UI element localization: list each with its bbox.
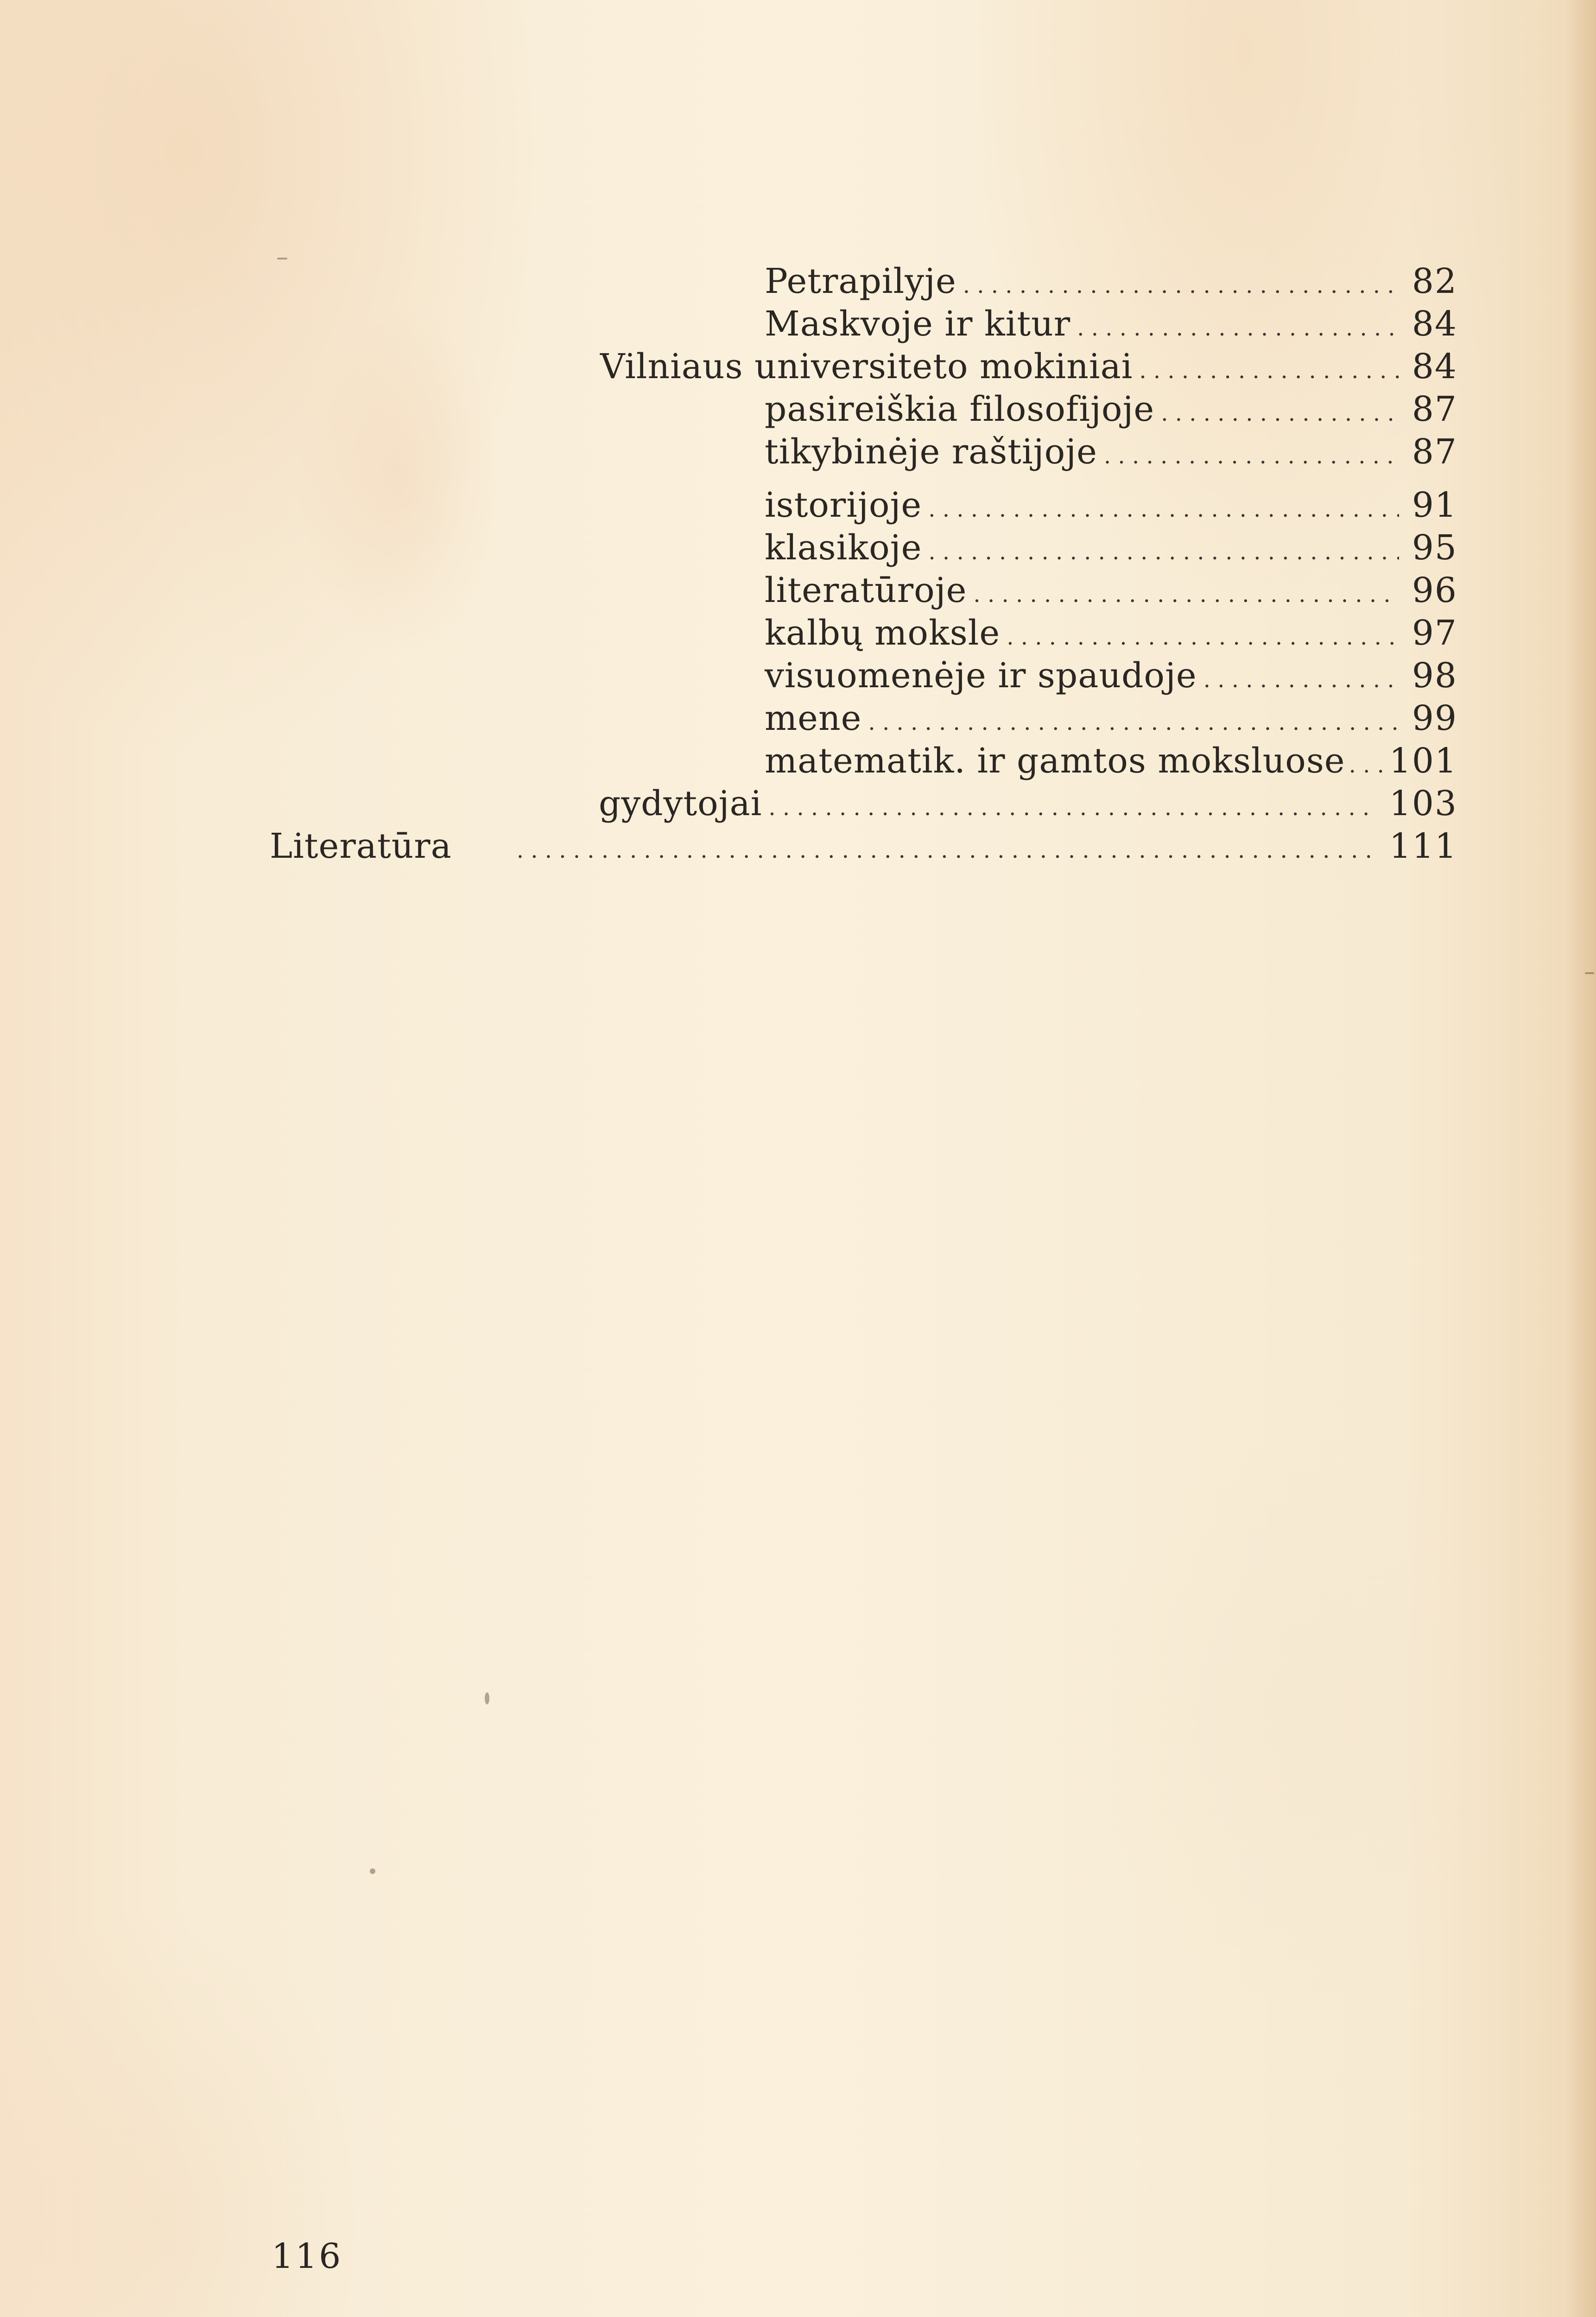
toc-entry-label: literatūroje [765,570,967,610]
toc-entry [765,696,1457,740]
toc-entry-label: gydytojai [599,784,762,823]
toc-entry-page: 84 [1412,347,1457,386]
toc-entry-page: 98 [1412,656,1457,696]
dot-leader [1161,392,1399,435]
toc-entry-label: klasikoje [765,528,922,568]
dot-leader [1349,743,1386,787]
paper-speck [1585,972,1594,974]
toc-entry-page: 96 [1412,570,1457,610]
dot-leader [868,701,1399,744]
toc-entry [765,430,1457,474]
toc-entry-label: tikybinėje raštijoje [765,432,1097,472]
dot-leader [963,264,1399,307]
toc-entry-label: Petrapilyje [765,261,956,301]
toc-entry [765,654,1457,697]
toc-entry-label: Vilniaus universiteto mokiniai [600,347,1133,386]
dot-leader [517,829,1376,872]
toc-entry [765,739,1457,783]
toc-entry-page: 91 [1412,485,1457,525]
toc-entry [270,824,1457,868]
toc-entry [600,345,1457,388]
dot-leader [973,573,1399,616]
dot-leader [1203,658,1399,702]
paper-speck [485,1692,489,1704]
toc-entry-page: 87 [1412,389,1457,429]
toc-entry [765,611,1457,655]
toc-entry-label: visuomenėje ir spaudoje [765,656,1197,696]
toc-entry [765,260,1457,303]
toc-entry-page: 101 [1389,741,1457,781]
dot-leader [1104,434,1399,478]
toc-entry-label: mene [765,698,862,738]
dot-leader [928,530,1399,574]
dot-leader [928,487,1399,531]
toc-entry-page: 103 [1389,784,1457,823]
toc-entry-page: 82 [1412,261,1457,301]
toc-entry [765,387,1457,431]
toc-entry-label: istorijoje [765,485,922,525]
toc-entry [765,483,1457,527]
toc-entry-page: 97 [1412,613,1457,653]
dot-leader [1007,615,1399,659]
paper-speck [277,258,287,260]
toc-entry [765,302,1457,346]
toc-entry-page: 99 [1412,698,1457,738]
toc-entry-label: matematik. ir gamtos moksluose [765,741,1345,781]
toc-entry [765,569,1457,612]
toc-entry-page: 111 [1389,826,1457,866]
table-of-contents [0,0,1596,927]
paper-speck [370,1868,375,1874]
dot-leader [1139,349,1399,392]
toc-entry-page: 95 [1412,528,1457,568]
toc-entry-label: Maskvoje ir kitur [765,304,1071,344]
dot-leader [768,786,1376,829]
toc-entry-page: 87 [1412,432,1457,472]
dot-leader [1077,306,1399,350]
toc-entry-label: Literatūra [270,826,452,866]
toc-entry-label: pasireiškia filosofijoje [765,389,1155,429]
toc-entry-page: 84 [1412,304,1457,344]
toc-entry [599,782,1457,825]
toc-entry-label: kalbų moksle [765,613,1001,653]
page-number: 116 [272,2236,343,2276]
toc-entry [765,526,1457,570]
